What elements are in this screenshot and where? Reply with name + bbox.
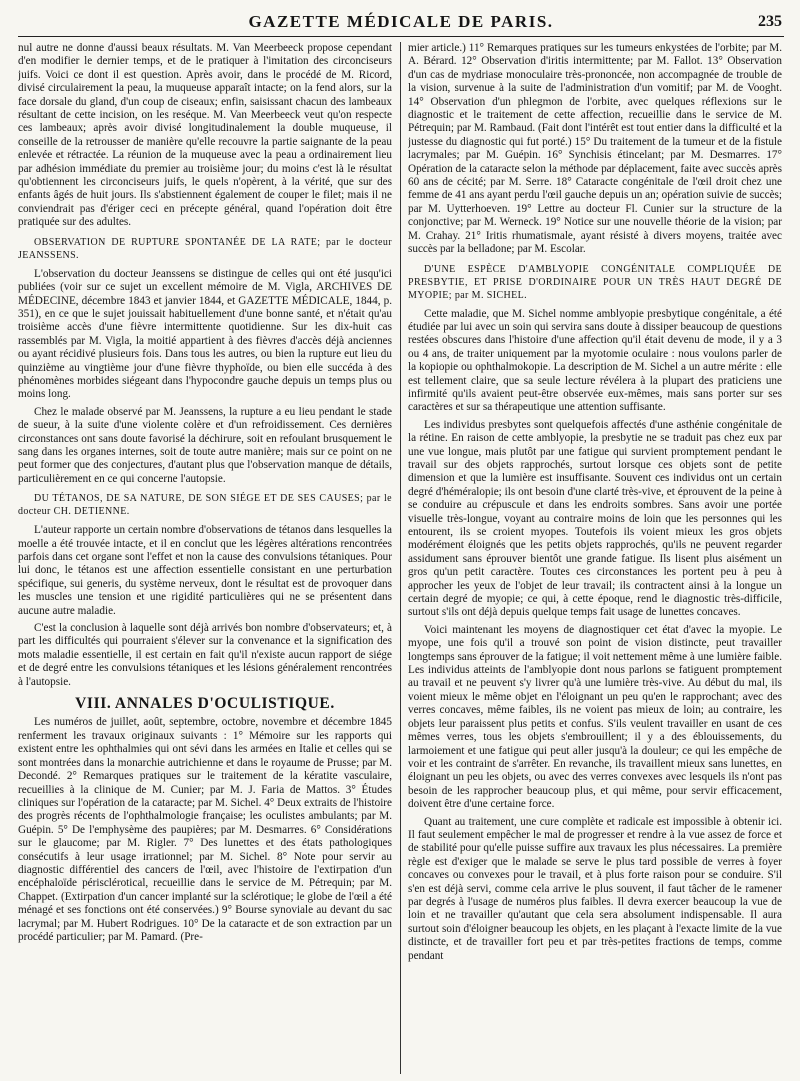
paragraph: Les individus presbytes sont quelquefois affectés d'une asthénie congénitale de la rétine. En raison de cette amblyopie, la presbytie ne se traduit pas chez eux par une vue longue, mais plutôt par une fatigue qui survient promptement pendant le travail sur des objets rapprochés, surtout lorsque ces objets sont de petite dimension et que la lumière est insuffisante. Souvent ces individus ont un certain degré d'héméralopie; ils ont besoin d'une clarté très-vive, et éprouvent de la peine à se conduire au crépuscule et dans les endroits sombres. Sans avoir une portée visuelle très-longue, voyant au contraire moins de loin que les personnes qui les entourent, ils se croient myopes. Toutefois ils voient mieux les gros objets modérément éloignés que les petits objets rapprochés, qu'ils ne peuvent regarder assidument sans éprouver bientôt une grande fatigue. Ils lisent plus aisément un gros qu'un petit caractère. Toutes ces circonstances les portent peu à peu à approcher les yeux de l'objet de leur travail; ils contractent ainsi à la longue un certain degré de myopie; ce qui, à cette époque, rend le diagnostic très-difficile, surtout s'ils ont déjà depuis quelque temps fait usage de lunettes concaves.	[408, 418, 782, 619]
paragraph: Quant au traitement, une cure complète et radicale est impossible à obtenir ici. Il faut seulement empêcher le mal de progresser et rendre à la vue assez de force et de stabilité pour qu'elle puisse suffire aux travaux les plus nécessaires. La première règle est d'exiger que le malade se serve le plus tard possible de verres à foyer concaves ou convexes pour le travail, et à plus forte raison pour se conduire. S'il s'en est déjà servi, comme cela arrive le plus souvent, il faut tâcher de le ramener par degrés à l'usage de numéros plus faibles. Il devra exercer beaucoup la vue de loin et ne travailler qu'autant que cela sera absolument indispensable. Il aura surtout soin d'éloigner beaucoup les objets, en les plaçant à l'exacte limite de la vue distincte, et de travailler fort peu et par très-petites fractions de temps, comme pendant	[408, 815, 782, 962]
article-heading: DU TÉTANOS, DE SA NATURE, DE SON SIÉGE ET DE SES CAUSES; par le docteur CH. DETIENNE.	[18, 493, 392, 518]
paragraph: Cette maladie, que M. Sichel nomme amblyopie presbytique congénitale, a été étudiée par lui avec un soin qui servira sans doute à dissiper beaucoup de questions restées obscures dans l'histoire d'une affection qu'il était devenu de mode, il y a 3 ou 4 ans, de traiter uniquement par la myotomie oculaire : nous voulons parler de la kopiopie ou ophthalmokopie. La description de M. Sichel a un autre mérite : elle est tellement claire, que sa seule lecture révélera à la plupart des praticiens une infirmité qu'ils avaient peut-être observée eux-mêmes, mais sans porter sur ses caractères et sur sa thérapeutique une attention suffisante.	[408, 307, 782, 414]
right-column	[408, 42, 782, 1074]
journal-title: GAZETTE MÉDICALE DE PARIS.	[248, 12, 554, 31]
section-heading: VIII. ANNALES D'OCULISTIQUE.	[75, 695, 335, 713]
paragraph: Chez le malade observé par M. Jeanssens, la rupture a eu lieu pendant le stade de sueur, à la suite d'une violente colère et d'un refroidissement. Ces dernières circonstances ont sans doute favorisé la déchirure, soit en refoulant brusquement le sang dans les organes internes, soit de toute autre manière; mais sur ce point on ne peut former que des conjectures, d'autant plus que l'observation manque de détails, particulièrement en ce qui concerne l'autopsie.	[18, 405, 392, 485]
paragraph: L'auteur rapporte un certain nombre d'observations de tétanos dans lesquelles la moelle a été trouvée intacte, et il en conclut que les légères altérations rencontrées parfois dans cet organe sont l'effet et non la cause des convulsions tétaniques. Pour lui donc, le tétanos est une affection essentielle consistant en une perturbation spécifique, sui generis, du système nerveux, dont le résultat est de provoquer dans les muscles une tension et une rigidité particulières qui ne se présentent dans aucune autre maladie.	[18, 524, 392, 617]
paragraph: C'est la conclusion à laquelle sont déjà arrivés bon nombre d'observateurs; et, à part les difficultés qui pourraient s'élever sur la convenance et la signification des mots maladie essentielle, il est certain en fait qu'il n'existe aucun rapport de siége et de degré entre les convulsions tétaniques et les lésions généralement rencontrées à l'autopsie.	[18, 622, 392, 688]
page-number: 235	[758, 13, 782, 30]
left-column	[18, 42, 392, 1074]
paragraph: L'observation du docteur Jeanssens se distingue de celles qui ont été jusqu'ici publiées (voir sur ce sujet un excellent mémoire de M. Vigla, ARCHIVES DE MÉDECINE, décembre 1843 et janvier 1844, et GAZETTE MÉDICALE, 1844, p. 351), en ce que le sujet jouissait habituellement d'une bonne santé, et n'était qu'au troisième accès d'une fièvre intermittente quotidienne. Sur les dix-huit cas rassemblés par M. Vigla, la moitié appartient à des fièvres d'accès déjà anciennes ou ayant récidivé plusieurs fois. Dans tous les autres, ou bien la rupture eut lieu du quinzième au vingtième jour d'une fièvre thyphoïde, ou bien elle succéda à des phénomènes morbides siégeant dans l'hypocondre gauche depuis un temps plus ou moins long.	[18, 267, 392, 401]
paragraph: Voici maintenant les moyens de diagnostiquer cet état d'avec la myopie. Le myope, une fois qu'il a trouvé son point de vision distincte, peut travailler longtemps sans éprouver de la fatigue; il voit nettement même à une lumière faible. Les individus atteints de l'amblyopie dont nous parlons se fatiguent promptement au travail et ne peuvent s'y livrer qu'à une lumière très-vive. Au début du mal, ils voient mieux le même objet en l'éloignant un peu qu'en le rapprochant; avec des verres concaves, même faibles, ils ne voient pas mieux de loin; au contraire, les objets leur paraissent plus petits et confus. S'ils veulent travailler en usant de ces mêmes verres, tous les objets s'embrouillent; il y a des éblouissements, du larmoiement et une fatigue qui peut aller jusqu'à la douleur; ce qui les empêche de voir et les contraint de s'arrêter. En revanche, ils travaillent mieux sans lunettes, en éloignant un peu les objets, ou avec des verres convexes avec lesquels ils n'ont pas besoin de les rapprocher beaucoup plus, et qui même, pour servir efficacement, doivent être d'une certaine force.	[408, 623, 782, 811]
paragraph: mier article.) 11° Remarques pratiques sur les tumeurs enkystées de l'orbite; par M. A. Bérard. 12° Observation d'iritis intermittente; par M. Fallot. 13° Observation d'un cas de mydriase monoculaire très-prononcée, non accompagnée de trouble de la vision, survenue à la suite de l'administration d'un vomitif; par M. de Vooght. 14° Observation d'un phlegmon de l'orbite, avec quelques réflexions sur le diagnostic et le traitement de cette affection, recueillie dans le service de M. Pétrequin; par M. Rambaud. (Fait dont l'intérêt est tout entier dans la difficulté et la justesse du diagnostic qui fut porté.) 15° Du traitement de la tumeur et de la fistule lacrymales; par M. Guépin. 16° Synchisis étincelant; par M. Desmarres. 17° Opération de la cataracte selon la méthode par déplacement, faite avec succès après 60 ans de cécité; par M. Serre. 18° Cataracte congénitale de l'œil droit chez une femme de 41 ans ayant perdu l'œil gauche depuis un an; opération suivie de succès; par M. Uytterhoeven. 19° Lettre au docteur Fl. Cunier sur la structure de la conjonctive; par M. Werneck. 19° Notice sur une nouvelle théorie de la vision; par M. Crahay. 21° Iritis rhumatismale, ayant résisté à divers moyens, traitée avec succès par la belladone; par M. Escolar.	[408, 42, 782, 256]
page-header	[18, 8, 784, 37]
paragraph: Les numéros de juillet, août, septembre, octobre, novembre et décembre 1845 renferment les travaux originaux suivants : 1° Mémoire sur les rapports qui existent entre les ophthalmies qui ont sévi dans les armées en Italie et celles qui se sont montrées dans la monarchie autrichienne et dans le royaume de Prusse; par M. Decondé. 2° Remarques pratiques sur le traitement de la kératite vasculaire, recueillies à la clinique de M. Cunier; par M. J. Faria de Mattos. 3° Études cliniques sur l'opération de la cataracte; par M. Sichel. 4° Deux extraits de l'histoire des progrès récents de l'ophthalmologie française; les oculistes ambulants; par M. Guépin. 5° De l'emphysème des paupières; par M. Desmarres. 6° Considérations sur le glaucome; par M. Rigler. 7° Des lunettes et des états pathologiques consécutifs à leur usage irrationnel; par M. Sichel. 8° Note pour servir au diagnostic différentiel des cancers de l'œil, avec l'histoire de l'extirpation d'un encéphaloïde périsclérotical, recueillie dans le service de M. Pétrequin; par M. Chappet. (Extirpation d'un cancer implanté sur la sclérotique; le globe de l'œil a été ménagé et ses fonctions ont été conservées.) 9° Bourse synoviale au devant du sac lacrymal; par M. Hubert Rodrigues. 10° De la cataracte et de son extraction par un procédé particulier; par M. Pamard. (Pre-	[18, 716, 392, 943]
article-heading: D'UNE ESPÈCE D'AMBLYOPIE CONGÉNITALE COMPLIQUÉE DE PRESBYTIE, ET PRISE D'ORDINAIRE POUR UN TRÈS HAUT DEGRÉ DE MYOPIE; par M. SICHEL.	[408, 263, 782, 301]
article-heading: OBSERVATION DE RUPTURE SPONTANÉE DE LA RATE; par le docteur JEANSSENS.	[18, 236, 392, 261]
paragraph: nul autre ne donne d'aussi beaux résultats. M. Van Meerbeeck propose cependant d'en modifier le dernier temps, et de le pratiquer à l'imitation des circonciseurs juifs. Voici ce dont il est question. Après avoir, dans le procédé de M. Ricord, divisé circulairement la peau, la muqueuse apparaît intacte; on la fend alors, sur la face dorsale du gland, d'un coup de ciseaux; enfin, saisissant chacun des lambeaux résultant de cette incision, on les reséque. M. Van Meerbeeck veut qu'on respecte ces lambeaux; après avoir divisé longitudinalement la double muqueuse, il conseille de la retrousser de manière qu'elle recouvre la partie saignante de la peau enlevée et rétractée. La réunion de la muqueuse avec la peau a ordinairement lieu par adhésion immédiate du premier au troisième jour; du moins c'est là le résultat qu'obtiennent les circonciseurs juifs, le quels n'opèrent, à la vérité, que sur des enfants âgés de huit jours. Ils s'abstiennent également de couper le filet; mais il ne conviendrait pas d'ériger ceci en précepte général, quand l'opération doit être pratiquée sur des adultes.	[18, 42, 392, 229]
newspaper-page	[18, 8, 784, 1074]
columns	[18, 42, 784, 1074]
